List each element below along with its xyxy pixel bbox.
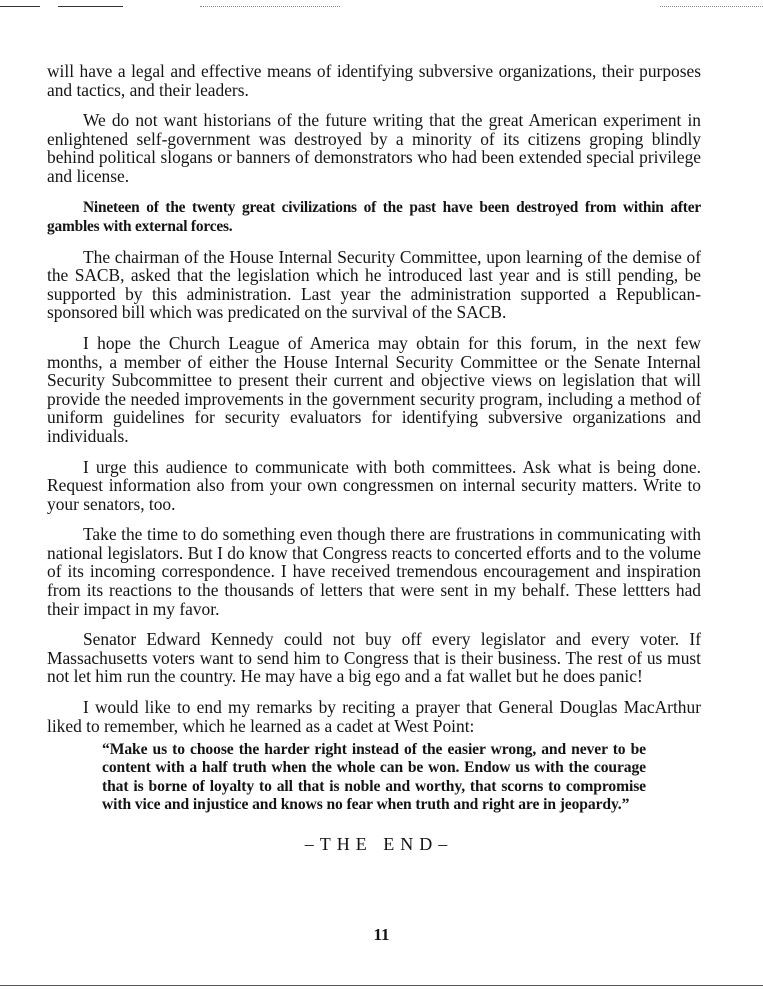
macarthur-prayer-quote: “Make us to choose the harder right instead of the easier wrong, and never to be content with a half truth when the whole can be won. Endow us with the courage that is borne of loyalty to all that is noble and worthy, that scorns to compromise with vice and injustice and knows no fear when truth and right are in jeopardy.” [102,741,646,813]
bottom-rule [0,985,763,986]
top-rule-mid [200,6,340,7]
paragraph: I would like to end my remarks by reciting a prayer that General Douglas MacArthur liked to remember, which he learned as a cadet at West Point: [47,697,701,736]
paragraph: The chairman of the House Internal Security Committee, upon learning of the demise of the SACB, asked that the legislation which he introduced last year and is still pending, be supported by this administration. Last year the administration supported a Republican-sponsored bill which was predicated on the survival of the SACB. [47,246,701,323]
emphasis-paragraph: Nineteen of the twenty great civilizations of the past have been destroyed from within after gambles with external forces. [47,198,701,235]
the-end-label: –THE END– [304,834,454,855]
paragraph: We do not want historians of the future writing that the great American experiment in enlightened self-government was destroyed by a minority of its citizens groping blindly behind political slogans or banners of demonstrators who had been extended special privilege and license. [47,110,701,186]
paragraph: Take the time to do something even though there are frustrations in communicating with national legislators. But I do know that Congress reacts to concerted efforts and to the volume of its incoming correspondence. I have received tremendous encouragement and inspiration from its reactions to the thousands of letters that were sent in my behalf. These lettters had their impact in my favor. [47,524,701,619]
top-rule-right [660,6,763,7]
top-rule-left [0,6,40,7]
paragraph: I urge this audience to communicate with both committees. Ask what is being done. Request information also from your own congressmen on internal security matters. Write to your senators, too. [47,456,701,514]
page-number: 11 [373,925,390,944]
top-rule-left-2 [58,6,123,7]
paragraph: will have a legal and effective means of identifying subversive organizations, their purposes and tactics, and their leaders. [47,61,701,100]
paragraph: I hope the Church League of America may obtain for this forum, in the next few months, a member of either the House Internal Security Committee or the Senate Internal Security Subcommittee to present their current and objective views on legislation that will provide the needed improvements in the government security program, including a method of uniform guidelines for security evaluators for identifying subversive organizations and individuals. [47,332,701,446]
paragraph: Senator Edward Kennedy could not buy off every legislator and every voter. If Massachusetts voters want to send him to Congress that is their business. The rest of us must not let him run the country. He may have a big ego and a fat wallet but he does panic! [47,629,701,687]
document-body [47,62,701,855]
